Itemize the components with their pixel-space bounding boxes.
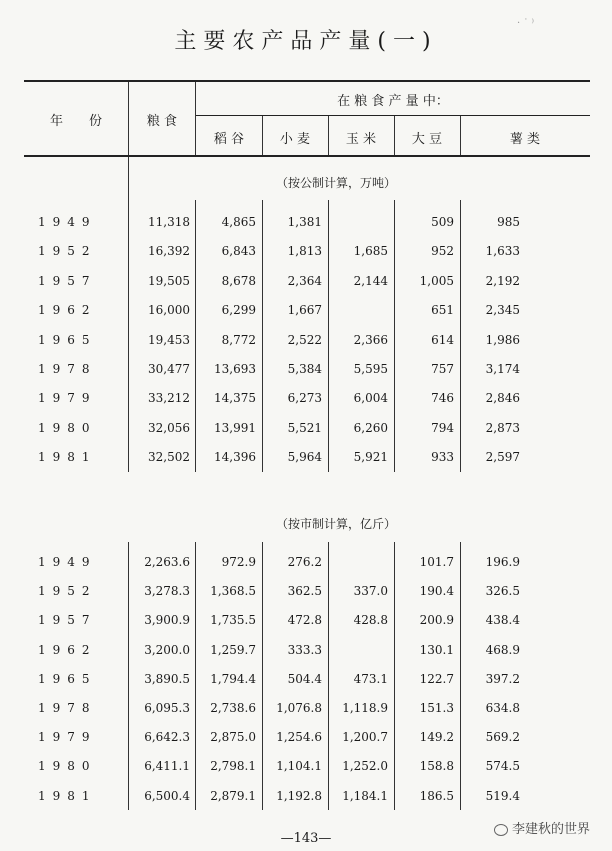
cell-tuber: 1,633 — [485, 244, 520, 259]
cell-grain: 3,900.9 — [144, 613, 190, 628]
header-bottom-rule — [24, 155, 590, 157]
cell-wheat: 504.4 — [287, 671, 322, 686]
cell-tuber: 397.2 — [485, 671, 520, 686]
table-row — [0, 333, 612, 357]
subheader-rule — [196, 115, 590, 116]
table-row — [0, 701, 612, 725]
page-number: —143— — [280, 831, 332, 846]
table-row — [0, 613, 612, 637]
cell-tuber: 1,986 — [485, 332, 520, 347]
cell-wheat: 362.5 — [287, 584, 322, 599]
cell-corn: 5,595 — [353, 362, 388, 376]
cell-grain: 19,453 — [148, 332, 190, 347]
cell-soy: 130.1 — [419, 642, 454, 657]
table-row — [0, 244, 612, 268]
cell-corn: 1,685 — [353, 244, 388, 259]
cell-corn: 428.8 — [353, 613, 388, 628]
table-row — [0, 789, 612, 813]
cell-soy: 186.5 — [419, 788, 454, 803]
cell-wheat: 1,254.6 — [276, 730, 322, 745]
chat-bubble-icon — [494, 824, 508, 836]
top-rule — [24, 80, 590, 82]
cell-grain: 16,392 — [148, 244, 190, 259]
cell-wheat: 1,104.1 — [276, 759, 322, 774]
cell-rice: 1,259.7 — [210, 642, 256, 657]
cell-soy: 151.3 — [419, 701, 454, 715]
cell-wheat: 2,364 — [287, 273, 322, 288]
header-rice: 稻 谷 — [213, 132, 245, 147]
cell-rice: 14,396 — [214, 450, 256, 465]
row-year: 1981 — [38, 450, 97, 465]
cell-grain: 30,477 — [148, 362, 190, 376]
cell-soy: 509 — [431, 215, 454, 229]
col-divider — [128, 82, 129, 155]
cell-soy: 122.7 — [419, 671, 454, 686]
cell-tuber: 569.2 — [485, 730, 520, 745]
section1-unit: （按公制计算，万吨） — [275, 176, 396, 190]
row-year: 1962 — [38, 642, 97, 657]
header-grain: 粮 食 — [146, 114, 178, 129]
cell-grain: 11,318 — [148, 215, 190, 229]
row-year: 1965 — [38, 671, 97, 686]
row-year: 1952 — [38, 584, 97, 599]
cell-corn: 1,252.0 — [342, 759, 388, 774]
table-row — [0, 759, 612, 783]
row-year: 1980 — [38, 420, 97, 435]
cell-corn: 2,144 — [353, 273, 388, 288]
cell-grain: 16,000 — [148, 303, 190, 318]
cell-rice: 14,375 — [214, 391, 256, 406]
cell-grain: 32,056 — [148, 420, 190, 435]
cell-soy: 200.9 — [419, 613, 454, 628]
cell-soy: 746 — [431, 391, 454, 406]
header-corn: 玉 米 — [345, 132, 377, 147]
cell-soy: 101.7 — [419, 555, 454, 569]
row-year: 1979 — [38, 730, 97, 745]
cell-corn: 1,118.9 — [342, 701, 388, 715]
cell-soy: 158.8 — [419, 759, 454, 774]
cell-wheat: 5,964 — [287, 450, 322, 465]
table-row — [0, 730, 612, 754]
cell-soy: 794 — [431, 420, 454, 435]
cell-grain: 6,095.3 — [144, 701, 190, 715]
cell-grain: 6,500.4 — [144, 788, 190, 803]
cell-rice: 13,991 — [214, 420, 256, 435]
table-row — [0, 584, 612, 608]
cell-rice: 6,843 — [221, 244, 256, 259]
cell-wheat: 2,522 — [287, 332, 322, 347]
cell-corn: 473.1 — [353, 671, 388, 686]
section2-unit: （按市制计算，亿斤） — [275, 517, 396, 531]
cell-tuber: 2,873 — [485, 420, 520, 435]
row-year: 1962 — [38, 303, 97, 318]
header-tuber: 薯 类 — [509, 132, 541, 147]
cell-rice: 972.9 — [221, 555, 256, 569]
table-row — [0, 274, 612, 298]
cell-wheat: 333.3 — [287, 642, 322, 657]
cell-rice: 1,794.4 — [210, 671, 256, 686]
cell-wheat: 5,521 — [287, 420, 322, 435]
cell-tuber: 3,174 — [485, 362, 520, 376]
cell-corn: 6,260 — [353, 420, 388, 435]
cell-tuber: 468.9 — [485, 642, 520, 657]
cell-wheat: 1,381 — [287, 215, 322, 229]
cell-corn: 5,921 — [353, 450, 388, 465]
cell-soy: 757 — [431, 362, 454, 376]
table-row — [0, 643, 612, 667]
cell-rice: 8,772 — [221, 332, 256, 347]
cell-grain: 33,212 — [148, 391, 190, 406]
table-row — [0, 421, 612, 445]
row-year: 1949 — [38, 555, 97, 569]
cell-corn: 6,004 — [353, 391, 388, 406]
table-row — [0, 303, 612, 327]
table-row — [0, 215, 612, 239]
row-year: 1980 — [38, 759, 97, 774]
cell-wheat: 1,076.8 — [276, 701, 322, 715]
table-row — [0, 391, 612, 415]
cell-tuber: 438.4 — [485, 613, 520, 628]
row-year: 1979 — [38, 391, 97, 406]
watermark — [494, 818, 590, 837]
cell-rice: 1,368.5 — [210, 584, 256, 599]
cell-grain: 3,890.5 — [144, 671, 190, 686]
header-among-grain: 在 粮 食 产 量 中： — [337, 94, 449, 109]
cell-wheat: 1,813 — [287, 244, 322, 259]
cell-soy: 614 — [431, 332, 454, 347]
cell-tuber: 985 — [497, 215, 520, 229]
cell-rice: 2,798.1 — [210, 759, 256, 774]
cell-tuber: 2,597 — [485, 450, 520, 465]
cell-wheat: 1,192.8 — [276, 788, 322, 803]
cell-rice: 2,875.0 — [210, 730, 256, 745]
cell-soy: 651 — [431, 303, 454, 318]
cell-corn: 337.0 — [353, 584, 388, 599]
cell-rice: 6,299 — [221, 303, 256, 318]
cell-rice: 1,735.5 — [210, 613, 256, 628]
cell-rice: 2,738.6 — [210, 701, 256, 715]
cell-tuber: 196.9 — [485, 555, 520, 569]
cell-soy: 1,005 — [419, 273, 454, 288]
cell-tuber: 2,846 — [485, 391, 520, 406]
cell-soy: 190.4 — [419, 584, 454, 599]
row-year: 1952 — [38, 244, 97, 259]
row-year: 1978 — [38, 701, 97, 715]
table-row — [0, 362, 612, 386]
cell-grain: 2,263.6 — [144, 555, 190, 569]
cell-wheat: 276.2 — [287, 555, 322, 569]
cell-grain: 6,411.1 — [144, 759, 190, 774]
cell-grain: 3,278.3 — [144, 584, 190, 599]
corner-mark: · ˙ ⁾ — [517, 18, 534, 29]
cell-wheat: 5,384 — [287, 362, 322, 376]
cell-wheat: 6,273 — [287, 391, 322, 406]
cell-corn: 1,184.1 — [342, 788, 388, 803]
page-title: 主要农产品产量(一) — [174, 29, 438, 54]
row-year: 1978 — [38, 362, 97, 376]
cell-rice: 2,879.1 — [210, 788, 256, 803]
cell-soy: 933 — [431, 450, 454, 465]
cell-tuber: 2,192 — [485, 273, 520, 288]
table-row — [0, 555, 612, 579]
cell-rice: 8,678 — [221, 273, 256, 288]
header-soybean: 大 豆 — [411, 132, 443, 147]
table-row — [0, 450, 612, 474]
row-year: 1949 — [38, 215, 97, 229]
cell-wheat: 1,667 — [287, 303, 322, 318]
table-row — [0, 672, 612, 696]
cell-rice: 13,693 — [214, 362, 256, 376]
cell-rice: 4,865 — [221, 215, 256, 229]
cell-grain: 32,502 — [148, 450, 190, 465]
cell-soy: 952 — [431, 244, 454, 259]
cell-soy: 149.2 — [419, 730, 454, 745]
cell-wheat: 472.8 — [287, 613, 322, 628]
watermark-text: 李建秋的世界 — [511, 822, 590, 837]
cell-grain: 6,642.3 — [144, 730, 190, 745]
cell-corn: 1,200.7 — [342, 730, 388, 745]
cell-tuber: 519.4 — [485, 788, 520, 803]
cell-tuber: 2,345 — [485, 303, 520, 318]
cell-tuber: 326.5 — [485, 584, 520, 599]
row-year: 1981 — [38, 788, 97, 803]
cell-corn: 2,366 — [353, 332, 388, 347]
row-year: 1957 — [38, 613, 97, 628]
cell-grain: 19,505 — [148, 273, 190, 288]
row-year: 1965 — [38, 332, 97, 347]
header-year: 年 份 — [49, 114, 102, 129]
cell-tuber: 574.5 — [485, 759, 520, 774]
row-year: 1957 — [38, 273, 97, 288]
cell-tuber: 634.8 — [485, 701, 520, 715]
header-wheat: 小 麦 — [279, 132, 311, 147]
cell-grain: 3,200.0 — [144, 642, 190, 657]
